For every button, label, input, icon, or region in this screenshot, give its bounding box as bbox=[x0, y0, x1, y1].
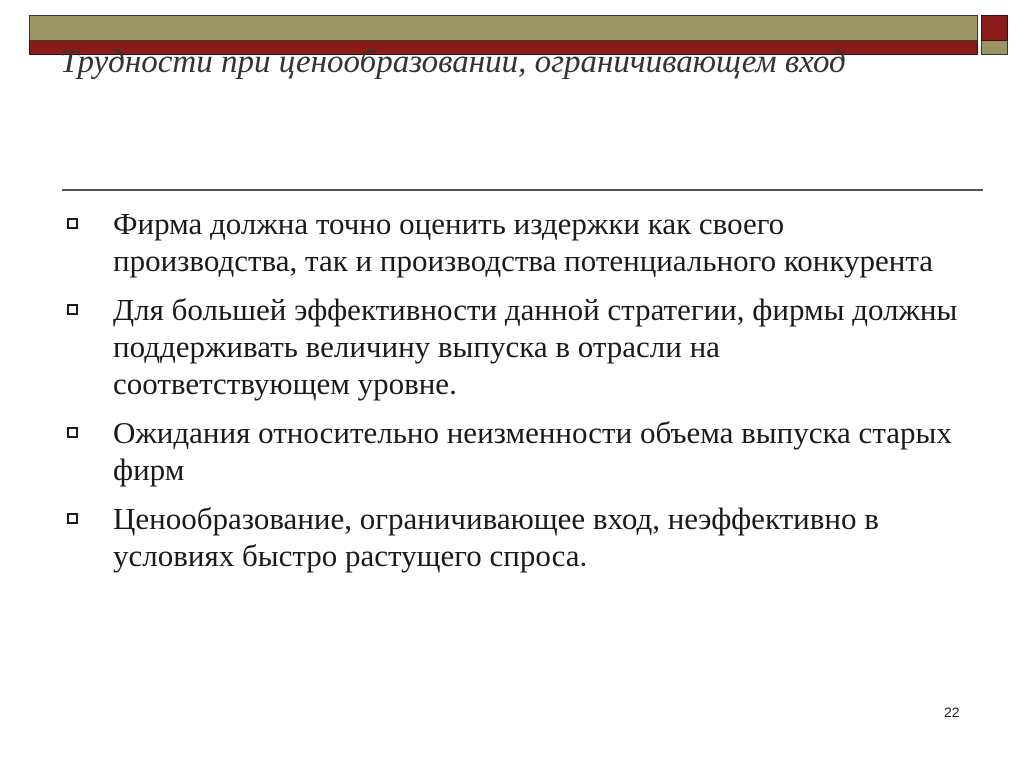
title-divider bbox=[62, 189, 983, 191]
bullet-text: Ценообразование, ограничивающее вход, неэффективно в условиях быстро растущего спроса. bbox=[113, 501, 879, 573]
hollow-square-icon bbox=[67, 218, 78, 229]
bullet-item bbox=[60, 205, 960, 279]
slide-title: Трудности при ценообразовании, ограничивающем вход bbox=[60, 44, 846, 80]
bullet-item bbox=[60, 414, 960, 488]
hollow-square-icon bbox=[67, 304, 78, 315]
bullet-text: Фирма должна точно оценить издержки как своего производства, так и производства потенциального конкурента bbox=[113, 206, 934, 278]
hollow-square-icon bbox=[67, 427, 78, 438]
bullet-text: Ожидания относительно неизменности объема выпуска старых фирм bbox=[113, 415, 952, 487]
bullet-item bbox=[60, 291, 960, 402]
bullet-item bbox=[60, 500, 960, 574]
slide-number: 22 bbox=[944, 704, 960, 720]
header-corner-red-block bbox=[981, 15, 1008, 41]
bullet-text: Для большей эффективности данной стратегии, фирмы должны поддерживать величину выпуска в отрасли на соответствующем уровне. bbox=[113, 292, 958, 401]
bullet-list bbox=[60, 205, 960, 586]
header-corner-olive-block bbox=[981, 41, 1008, 55]
header-bar-olive bbox=[29, 15, 978, 41]
hollow-square-icon bbox=[67, 513, 78, 524]
